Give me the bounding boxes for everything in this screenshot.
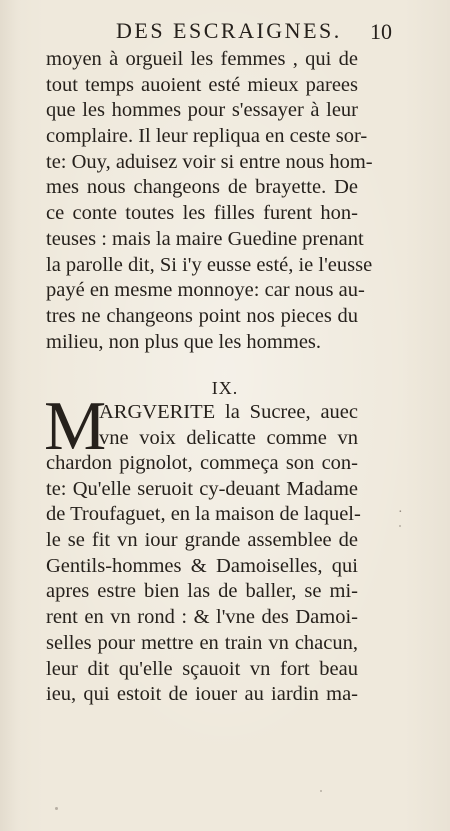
text-line: complaire. Il leur repliqua en ceste sor- (46, 125, 368, 148)
text-line: ce conte toutes les filles furent hon- (46, 202, 358, 225)
text-line: apres estre bien las de baller, se mi- (46, 580, 358, 603)
section-number: IX. (211, 378, 239, 398)
text-line: que les hommes pour s'essayer à leur (46, 99, 358, 122)
page-header (0, 18, 450, 48)
text-line: de Troufaguet, en la maison de laquel- (46, 503, 361, 526)
page-speckle (320, 790, 322, 792)
text-line: moyen à orgueil les femmes , qui de (46, 48, 358, 70)
text-line: te: Qu'elle seruoit cy-deuant Madame (46, 477, 358, 500)
text-line: le se fit vn iour grande assemblee de (46, 529, 358, 552)
text-line: rent en vn rond : & l'vne des Damoi- (46, 606, 358, 629)
passage-two-opening (99, 400, 358, 451)
text-line: selles pour mettre en train vn chacun, (46, 631, 358, 654)
text-line: teuses : mais la maire Guedine prenant (46, 227, 364, 250)
text-line: milieu, non plus que les hommes. (46, 330, 322, 353)
text-line: payé en mesme monnoye: car nous au- (46, 279, 365, 302)
margin-mark: · (398, 505, 403, 520)
text-line: chardon pignolot, commeça son con- (46, 452, 358, 474)
text-line: Gentils-hommes & Damoiselles, qui (46, 554, 358, 577)
drop-cap: M (44, 388, 107, 465)
page-speckle (399, 525, 401, 527)
text-line: leur dit qu'elle sçauoit vn fort beau (46, 657, 358, 680)
text-line: ieu, qui estoit de iouer au iardin ma- (46, 683, 358, 706)
passage-one (46, 47, 373, 355)
text-line: tout temps auoient esté mieux parees (46, 73, 358, 96)
page-number: 10 (370, 19, 392, 44)
page-speckle (55, 807, 58, 810)
text-line: la parolle dit, Si i'y eusse esté, ie l'eusse (46, 253, 373, 276)
text-line: vne voix delicatte comme vn (99, 426, 358, 449)
text-line: ARGVERITE la Sucree, auec (99, 401, 358, 423)
text-line: mes nous changeons de brayette. De (46, 176, 358, 199)
text-line: te: Ouy, aduisez voir si entre nous hom- (46, 150, 373, 173)
running-head: DES ESCRAIGNES. (116, 18, 342, 43)
passage-two (46, 451, 361, 708)
text-line: tres ne changeons point nos pieces du (46, 304, 358, 327)
